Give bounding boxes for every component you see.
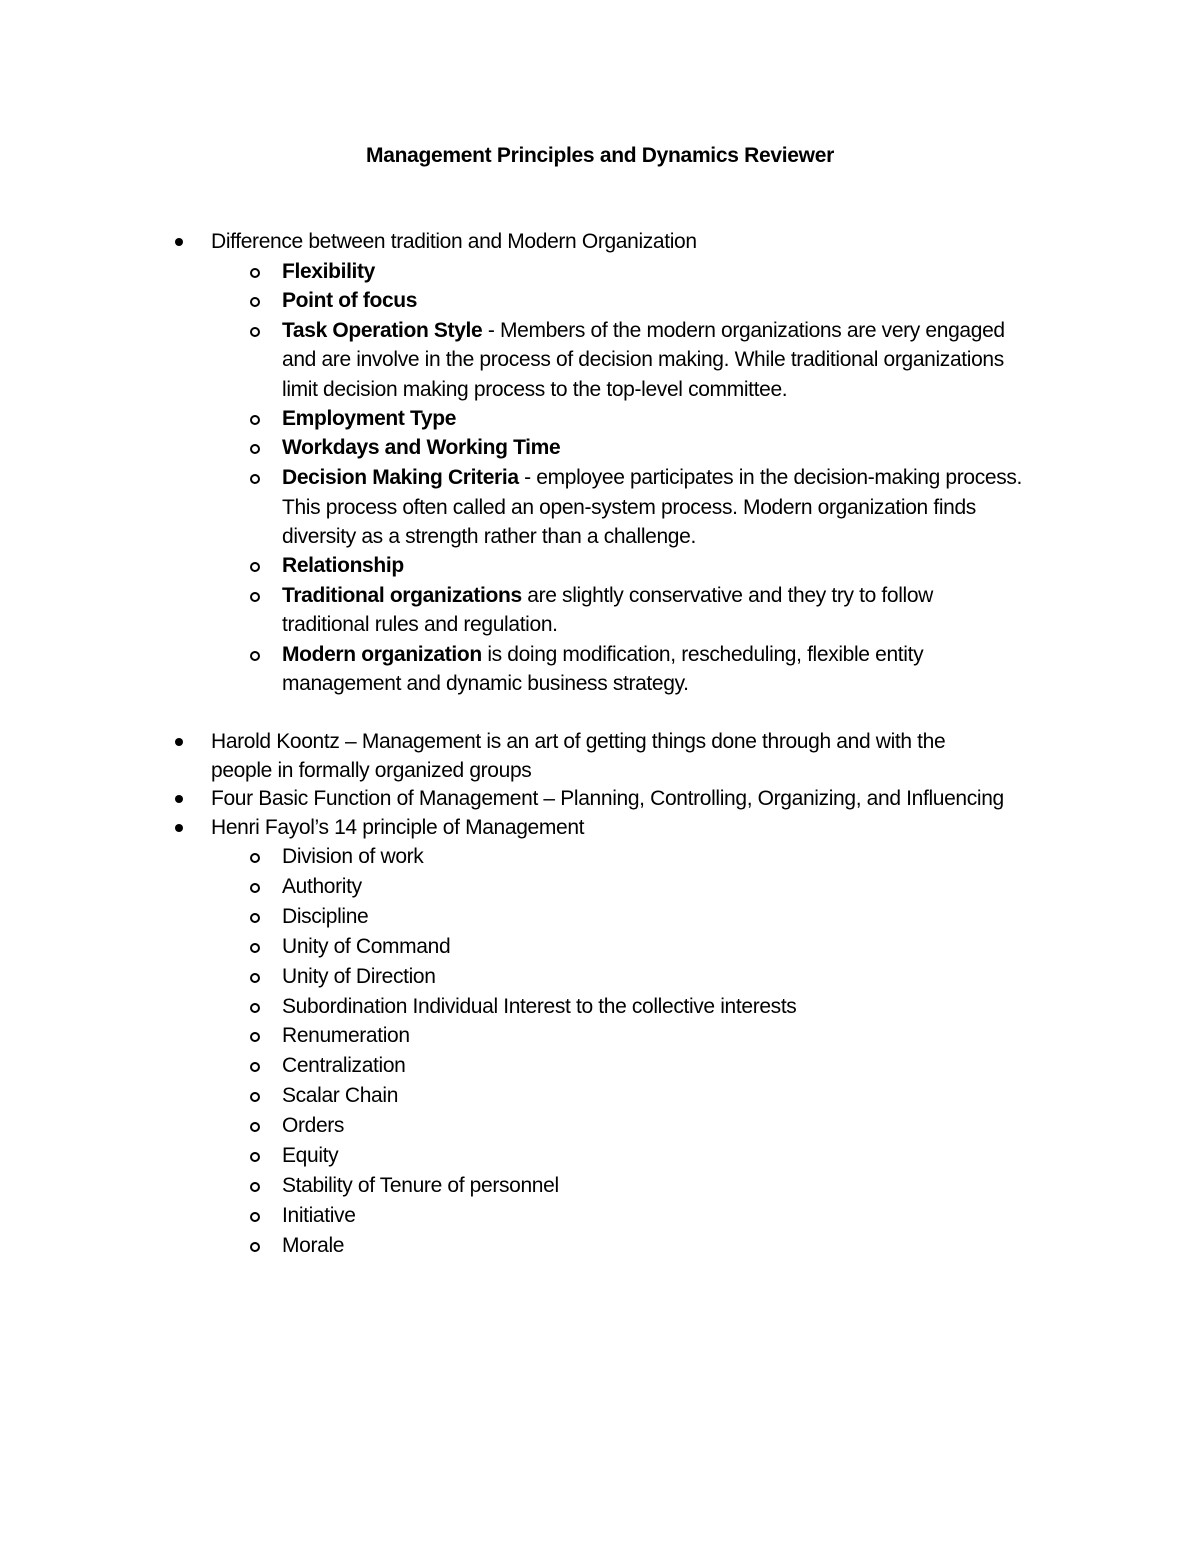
sub-bullet-icon xyxy=(250,415,260,425)
item-term: Decision Making Criteria xyxy=(282,466,519,489)
section-heading: Difference between tradition and Modern Organization xyxy=(211,230,697,253)
list-item xyxy=(282,257,375,287)
sub-bullet-icon xyxy=(250,1152,260,1162)
item-term: Workdays and Working Time xyxy=(282,436,561,459)
fayol-principle: Renumeration xyxy=(282,1024,410,1047)
list-item xyxy=(282,433,560,463)
item-continuation: and are involve in the process of decision making. While traditional organizations xyxy=(282,348,1004,371)
koontz-definition: Harold Koontz – Management is an art of getting things done through and with the xyxy=(211,730,946,753)
fayol-principle: Division of work xyxy=(282,845,424,868)
sub-bullet-icon xyxy=(250,268,260,278)
fayol-principle: Unity of Direction xyxy=(282,965,436,988)
item-continuation: This process often called an open-system process. Modern organization finds xyxy=(282,496,976,519)
sub-bullet-icon xyxy=(250,651,260,661)
bullet-icon xyxy=(175,795,183,803)
fayol-principle: Morale xyxy=(282,1234,345,1257)
sub-bullet-icon xyxy=(250,327,260,337)
sub-bullet-icon xyxy=(250,1122,260,1132)
sub-bullet-icon xyxy=(250,1182,260,1192)
page-title: Management Principles and Dynamics Reviewer xyxy=(366,144,834,167)
item-description: are slightly conservative and they try to follow xyxy=(521,584,933,607)
list-item xyxy=(282,581,933,611)
list-item xyxy=(282,286,417,316)
item-term: Employment Type xyxy=(282,407,457,430)
fayol-principle: Initiative xyxy=(282,1204,356,1227)
sub-bullet-icon xyxy=(250,592,260,602)
fayol-principle: Equity xyxy=(282,1144,339,1167)
item-term: Modern organization xyxy=(282,643,482,666)
sub-bullet-icon xyxy=(250,1003,260,1013)
sub-bullet-icon xyxy=(250,913,260,923)
item-description: - Members of the modern organizations are very engaged xyxy=(482,319,1005,342)
list-item xyxy=(282,404,456,434)
sub-bullet-icon xyxy=(250,973,260,983)
bullet-icon xyxy=(175,824,183,832)
item-description: is doing modification, rescheduling, flexible entity xyxy=(481,643,924,666)
sub-bullet-icon xyxy=(250,1032,260,1042)
bullet-icon xyxy=(175,238,183,246)
item-continuation: diversity as a strength rather than a challenge. xyxy=(282,525,696,548)
item-continuation: management and dynamic business strategy. xyxy=(282,672,689,695)
sub-bullet-icon xyxy=(250,474,260,484)
sub-bullet-icon xyxy=(250,444,260,454)
item-continuation: limit decision making process to the top-level committee. xyxy=(282,378,788,401)
item-term: Task Operation Style xyxy=(282,319,483,342)
fayol-principle: Stability of Tenure of personnel xyxy=(282,1174,559,1197)
fayol-principle: Unity of Command xyxy=(282,935,451,958)
list-item xyxy=(282,463,1022,493)
fayol-principle: Orders xyxy=(282,1114,345,1137)
fayol-principle: Subordination Individual Interest to the collective interests xyxy=(282,995,797,1018)
sub-bullet-icon xyxy=(250,1062,260,1072)
item-term: Flexibility xyxy=(282,260,376,283)
sub-bullet-icon xyxy=(250,1212,260,1222)
fayol-principle: Authority xyxy=(282,875,362,898)
four-functions: Four Basic Function of Management – Planning, Controlling, Organizing, and Influencing xyxy=(211,787,1004,810)
sub-bullet-icon xyxy=(250,1242,260,1252)
koontz-definition-continued: people in formally organized groups xyxy=(211,759,532,782)
sub-bullet-icon xyxy=(250,1092,260,1102)
list-item xyxy=(282,551,404,581)
item-term: Relationship xyxy=(282,554,404,577)
item-term: Traditional organizations xyxy=(282,584,522,607)
list-item xyxy=(282,640,923,670)
fayol-heading: Henri Fayol’s 14 principle of Management xyxy=(211,816,585,839)
sub-bullet-icon xyxy=(250,883,260,893)
sub-bullet-icon xyxy=(250,943,260,953)
fayol-principle: Centralization xyxy=(282,1054,406,1077)
item-description: - employee participates in the decision-making process. xyxy=(518,466,1022,489)
sub-bullet-icon xyxy=(250,297,260,307)
sub-bullet-icon xyxy=(250,562,260,572)
item-term: Point of focus xyxy=(282,289,418,312)
fayol-principle: Scalar Chain xyxy=(282,1084,399,1107)
list-item xyxy=(282,316,1005,346)
fayol-principle: Discipline xyxy=(282,905,369,928)
bullet-icon xyxy=(175,738,183,746)
item-continuation: traditional rules and regulation. xyxy=(282,613,558,636)
sub-bullet-icon xyxy=(250,853,260,863)
